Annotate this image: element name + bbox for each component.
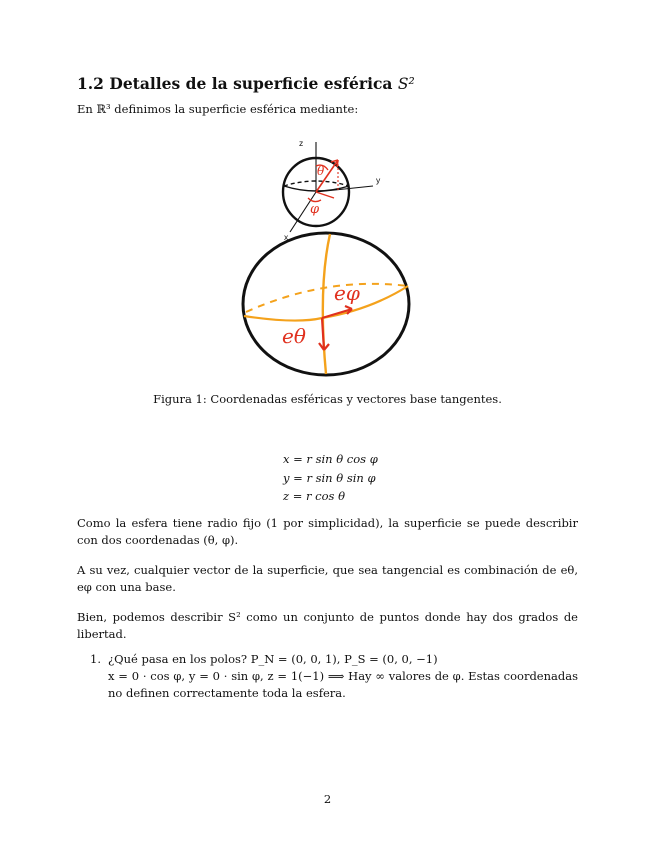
- list-item: [90, 651, 578, 702]
- enumerated-list: [90, 651, 578, 702]
- theta-label: θ: [317, 164, 325, 178]
- projection-vector: [316, 192, 334, 198]
- list-item-body: [108, 651, 578, 702]
- equations-block: [283, 450, 378, 506]
- figure-drawing: [200, 128, 430, 378]
- intro-paragraph: En ℝ³ definimos la superficie esférica mediante:: [77, 102, 359, 116]
- section-title-math: S²: [397, 75, 415, 93]
- e-theta-label: eθ: [282, 324, 306, 348]
- page-number: 2: [323, 792, 332, 806]
- section-title-text: Detalles de la superficie esférica: [109, 74, 393, 93]
- section-number: 1.2: [77, 74, 104, 93]
- list-item-line-poles: ¿Qué pasa en los polos? P_N = (0, 0, 1), P_S = (0, 0, −1): [108, 652, 438, 666]
- figure-spherical-coordinates: [200, 128, 430, 378]
- paragraph-degrees-of-freedom: Bien, podemos describir S² como un conjunto de puntos donde hay dos grados de libertad.: [77, 610, 578, 641]
- large-sphere: [243, 233, 409, 375]
- equation-z: z = r cos θ: [283, 489, 346, 503]
- phi-label: φ: [310, 202, 320, 217]
- paragraph-tangent-vectors: A su vez, cualquier vector de la superficie, que sea tangencial es combinación de eθ, eφ con una base.: [77, 563, 578, 594]
- axis-label-z: z: [299, 138, 304, 148]
- large-sphere-meridian: [323, 234, 330, 374]
- section-heading: [77, 74, 415, 93]
- large-sphere-equator-back: [246, 284, 408, 312]
- large-sphere-equator-front: [244, 286, 408, 321]
- axis-label-x: x: [284, 232, 289, 242]
- small-sphere: [283, 138, 381, 242]
- equation-y: y = r sin θ sin φ: [283, 470, 376, 485]
- figure-caption: Figura 1: Coordenadas esféricas y vectores base tangentes.: [153, 392, 502, 406]
- axis-label-y: y: [376, 175, 381, 185]
- list-item-number: 1.: [90, 652, 101, 666]
- paragraph-radius: Como la esfera tiene radio fijo (1 por simplicidad), la superficie se puede describir con dos coordenadas (θ, φ).: [77, 516, 578, 547]
- list-item-line-coordinates: x = 0 · cos φ, y = 0 · sin φ, z = 1(−1) ⟹ Hay ∞ valores de φ. Estas coordenadas no definen correctamente toda la esfera.: [108, 669, 578, 700]
- equation-x: x = r sin θ cos φ: [283, 452, 378, 466]
- e-phi-label: eφ: [334, 281, 360, 305]
